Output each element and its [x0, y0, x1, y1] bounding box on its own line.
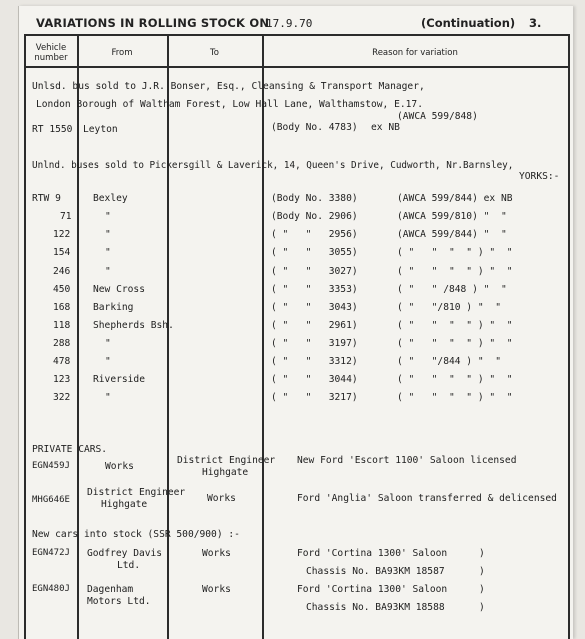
col-rule-2	[167, 34, 169, 639]
nc1-bracket-2: )	[479, 566, 485, 577]
page-date: 17.9.70	[266, 17, 313, 30]
rtw-vehicle: 450	[53, 284, 71, 295]
rtw-vehicle: 288	[53, 338, 71, 349]
rtw-from: "	[105, 392, 111, 403]
nc2-to: Works	[202, 584, 231, 595]
rtw-body: ( " " 3044)	[271, 374, 358, 385]
col-header-to: To	[210, 48, 219, 58]
rtw-body: (Body No. 2906)	[271, 211, 358, 222]
section1-ref-bottom: ex NB	[371, 122, 400, 133]
nc1-vehicle: EGN472J	[32, 548, 70, 558]
col-header-from: From	[111, 48, 133, 58]
section1-line1: Unlsd. bus sold to J.R. Bonser, Esq., Cleansing & Transport Manager,	[32, 81, 425, 92]
rtw-ref: (AWCA 599/844) ex NB	[397, 193, 513, 204]
rtw-from: Shepherds Bsh.	[93, 320, 174, 331]
section1-vehicle: RT 1550	[32, 124, 73, 135]
pc2-reason: Ford 'Anglia' Saloon transferred & delicensed	[297, 493, 557, 504]
rtw-ref: (AWCA 599/810) " "	[397, 211, 507, 222]
nc1-reason-1: Ford 'Cortina 1300' Saloon	[297, 548, 448, 559]
nc2-from-1: Dagenham	[87, 584, 134, 595]
pc1-to-2: Highgate	[202, 467, 249, 478]
rtw-from: Barking	[93, 302, 134, 313]
rtw-body: ( " " 3217)	[271, 392, 358, 403]
rtw-body: ( " " 3043)	[271, 302, 358, 313]
pc2-to: Works	[207, 493, 236, 504]
page-title: VARIATIONS IN ROLLING STOCK ON	[36, 16, 270, 30]
rtw-from: "	[105, 266, 111, 277]
rtw-vehicle: 123	[53, 374, 71, 385]
rtw-from: "	[105, 211, 111, 222]
rtw-vehicle: 154	[53, 247, 71, 258]
pc1-to-1: District Engineer	[177, 455, 276, 466]
nc2-vehicle: EGN480J	[32, 584, 70, 594]
rtw-vehicle: RTW 9	[32, 193, 61, 204]
col-header-vehicle: Vehicle number	[34, 43, 68, 63]
new-cars-heading: New cars into stock (SSR 500/900) :-	[32, 529, 240, 540]
header-bottom-rule	[24, 66, 569, 68]
rtw-body: ( " " 2956)	[271, 229, 358, 240]
table-left-rule	[24, 34, 26, 639]
nc2-bracket-2: )	[479, 602, 485, 613]
document-page	[18, 6, 573, 639]
nc1-from-1: Godfrey Davis	[87, 548, 163, 559]
rtw-vehicle: 168	[53, 302, 71, 313]
section1-body: (Body No. 4783)	[271, 122, 358, 133]
pc1-vehicle: EGN459J	[32, 461, 70, 471]
rtw-ref: ( " "/810 ) " "	[397, 302, 501, 313]
rtw-vehicle: 478	[53, 356, 71, 367]
nc1-from-2: Ltd.	[117, 560, 141, 571]
col-rule-1	[77, 34, 79, 639]
section1-ref-top: (AWCA 599/848)	[397, 111, 478, 122]
pc2-from-1: District Engineer	[87, 487, 186, 498]
rtw-ref: ( " " /848 ) " "	[397, 284, 507, 295]
rtw-body: ( " " 2961)	[271, 320, 358, 331]
pc1-reason: New Ford 'Escort 1100' Saloon licensed	[297, 455, 517, 466]
rtw-body: ( " " 3353)	[271, 284, 358, 295]
section2-line1: Unlnd. buses sold to Pickersgill & Laverick, 14, Queen's Drive, Cudworth, Nr.Barnsley,	[32, 160, 514, 171]
col-rule-3	[262, 34, 264, 639]
col-rule-4	[568, 34, 570, 639]
rtw-body: ( " " 3197)	[271, 338, 358, 349]
section1-from: Leyton	[83, 124, 118, 135]
section2-line2: YORKS:-	[519, 171, 560, 182]
nc2-bracket-1: )	[479, 584, 485, 595]
rtw-vehicle: 71	[60, 211, 72, 222]
rtw-ref: ( " " " " ) " "	[397, 374, 513, 385]
rtw-vehicle: 322	[53, 392, 71, 403]
rtw-ref: ( " "/844 ) " "	[397, 356, 501, 367]
rtw-ref: ( " " " " ) " "	[397, 392, 513, 403]
section1-line2: London Borough of Waltham Forest, Low Hall Lane, Walthamstow, E.17.	[36, 99, 423, 110]
rtw-body: ( " " 3055)	[271, 247, 358, 258]
nc2-from-2: Motors Ltd.	[87, 596, 151, 607]
nc1-bracket-1: )	[479, 548, 485, 559]
rtw-from: Riverside	[93, 374, 145, 385]
nc1-to: Works	[202, 548, 231, 559]
rtw-vehicle: 122	[53, 229, 71, 240]
rtw-vehicle: 246	[53, 266, 71, 277]
rtw-ref: (AWCA 599/844) " "	[397, 229, 507, 240]
pc2-vehicle: MHG646E	[32, 495, 70, 505]
continuation-label: (Continuation)	[421, 16, 516, 30]
rtw-ref: ( " " " " ) " "	[397, 247, 513, 258]
rtw-from: "	[105, 229, 111, 240]
rtw-from: Bexley	[93, 193, 128, 204]
pc2-from-2: Highgate	[101, 499, 148, 510]
rtw-from: New Cross	[93, 284, 145, 295]
nc2-reason-1: Ford 'Cortina 1300' Saloon	[297, 584, 448, 595]
rtw-body: (Body No. 3380)	[271, 193, 358, 204]
rtw-body: ( " " 3027)	[271, 266, 358, 277]
rtw-body: ( " " 3312)	[271, 356, 358, 367]
rtw-ref: ( " " " " ) " "	[397, 320, 513, 331]
rtw-from: "	[105, 247, 111, 258]
private-cars-heading: PRIVATE CARS.	[32, 444, 108, 455]
page-number: 3.	[529, 16, 542, 30]
nc1-reason-2: Chassis No. BA93KM 18587	[306, 566, 445, 577]
col-header-reason: Reason for variation	[372, 48, 458, 58]
rtw-from: "	[105, 338, 111, 349]
rtw-ref: ( " " " " ) " "	[397, 266, 513, 277]
table-top-rule	[24, 34, 569, 36]
rtw-ref: ( " " " " ) " "	[397, 338, 513, 349]
nc2-reason-2: Chassis No. BA93KM 18588	[306, 602, 445, 613]
rtw-from: "	[105, 356, 111, 367]
rtw-vehicle: 118	[53, 320, 71, 331]
pc1-from: Works	[105, 461, 134, 472]
